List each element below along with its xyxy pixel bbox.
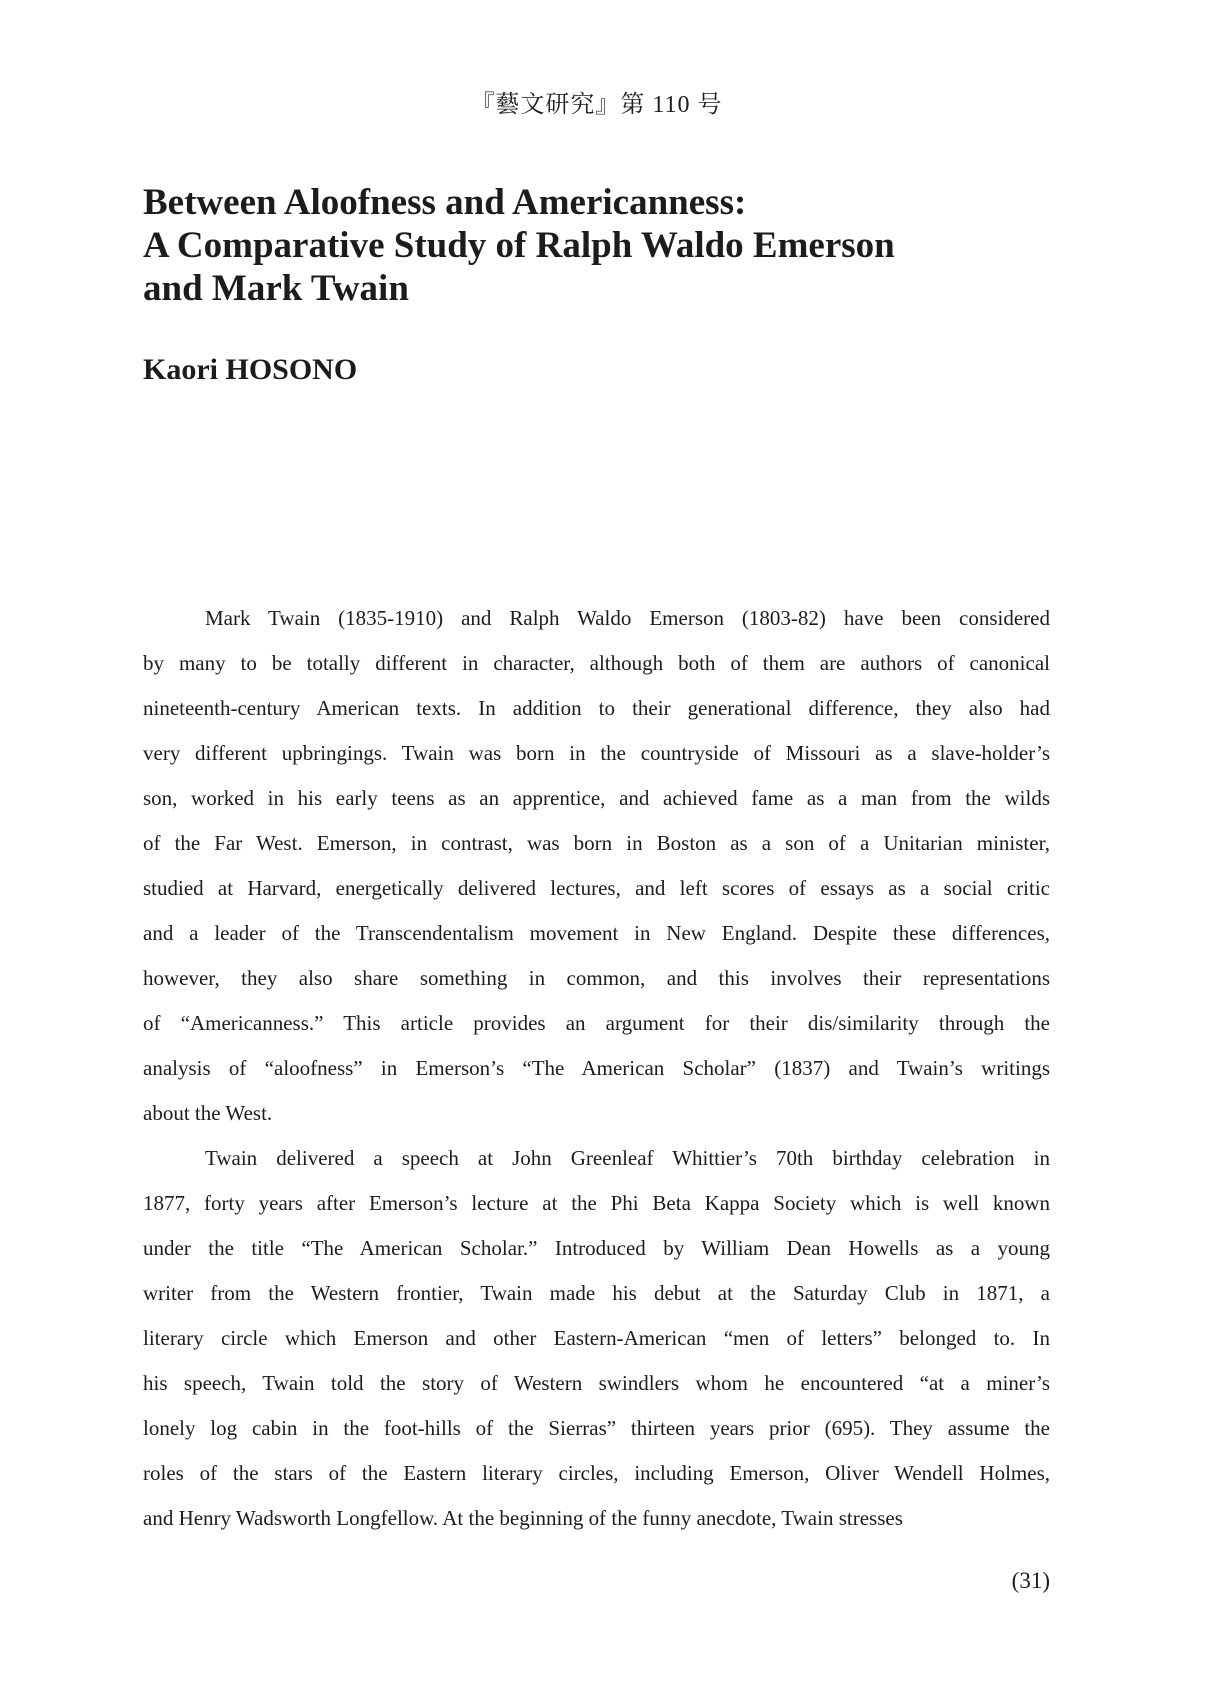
body-line: Twain delivered a speech at John Greenleaf Whittier’s 70th birthday celebration in: [205, 1146, 1050, 1170]
body-line: studied at Harvard, energetically delivered lectures, and left scores of essays as a social critic: [143, 876, 1050, 900]
body-line: very different upbringings. Twain was born in the countryside of Missouri as a slave-holder’s: [143, 741, 1050, 765]
body-line: his speech, Twain told the story of Western swindlers whom he encountered “at a miner’s: [143, 1371, 1050, 1395]
journal-issue-header: 『藝文研究』第 110 号: [470, 92, 723, 118]
body-line: 1877, forty years after Emerson’s lecture at the Phi Beta Kappa Society which is well known: [143, 1191, 1050, 1215]
body-line: of “Americanness.” This article provides an argument for their dis/similarity through the: [143, 1011, 1050, 1035]
article-author: Kaori HOSONO: [143, 353, 358, 386]
body-line: son, worked in his early teens as an apprentice, and achieved fame as a man from the wilds: [143, 786, 1050, 810]
body-line: lonely log cabin in the foot-hills of the Sierras” thirteen years prior (695). They assume the: [143, 1416, 1050, 1440]
page-number: (31): [1011, 1568, 1050, 1593]
body-line: and a leader of the Transcendentalism movement in New England. Despite these differences,: [143, 921, 1050, 945]
article-body: [143, 596, 1050, 1541]
body-line: however, they also share something in common, and this involves their representations: [143, 966, 1050, 990]
body-line: roles of the stars of the Eastern literary circles, including Emerson, Oliver Wendell Holmes,: [143, 1461, 1050, 1485]
body-line: by many to be totally different in character, although both of them are authors of canonical: [143, 651, 1050, 675]
body-line: Mark Twain (1835-1910) and Ralph Waldo Emerson (1803-82) have been considered: [205, 606, 1050, 630]
article-title-line: A Comparative Study of Ralph Waldo Emerson: [143, 225, 895, 266]
article-title: [143, 181, 1050, 310]
body-line: of the Far West. Emerson, in contrast, was born in Boston as a son of a Unitarian minister,: [143, 831, 1050, 855]
article-title-line: Between Aloofness and Americanness:: [143, 182, 747, 223]
body-line: about the West.: [143, 1101, 273, 1125]
body-line: analysis of “aloofness” in Emerson’s “The American Scholar” (1837) and Twain’s writings: [143, 1056, 1050, 1080]
body-line: nineteenth-century American texts. In addition to their generational difference, they also had: [143, 696, 1050, 720]
body-line: writer from the Western frontier, Twain made his debut at the Saturday Club in 1871, a: [143, 1281, 1050, 1305]
body-line: under the title “The American Scholar.” Introduced by William Dean Howells as a young: [143, 1236, 1050, 1260]
body-line: and Henry Wadsworth Longfellow. At the beginning of the funny anecdote, Twain stresses: [143, 1506, 903, 1530]
article-title-line: and Mark Twain: [143, 268, 409, 309]
body-line: literary circle which Emerson and other Eastern-American “men of letters” belonged to. In: [143, 1326, 1050, 1350]
